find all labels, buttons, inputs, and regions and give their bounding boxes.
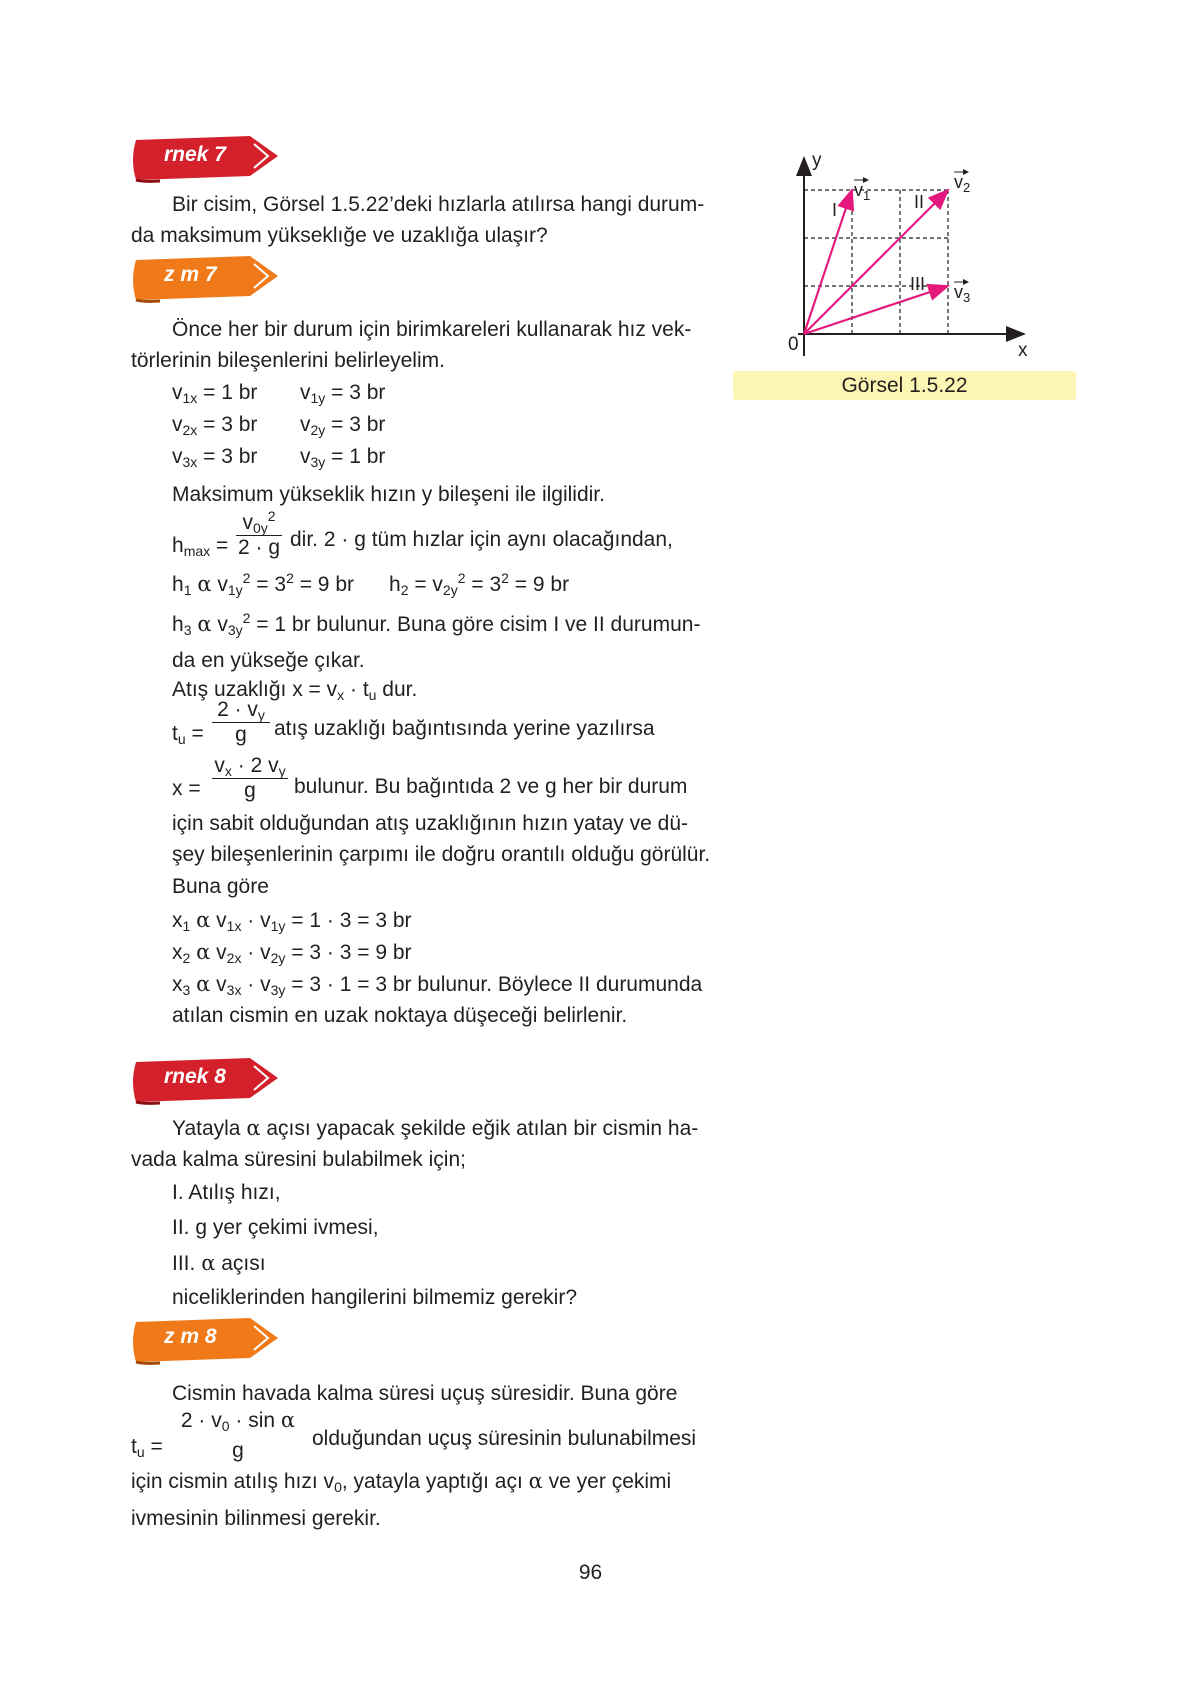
hmax-fraction: $v_{0y}^2$ 2 · g — [237, 508, 281, 559]
y-axis-label: y — [812, 150, 822, 171]
example-7-question-line2: da maksimum yükseklığe ve uzaklığa ulaşır? — [131, 224, 548, 247]
hmax-label: $h_{max}$ = — [172, 534, 229, 559]
vector-v2 — [804, 190, 948, 334]
component-row-2: $v_{2x} = 3$ br — [172, 413, 258, 438]
tu8-text: olduğundan uçuş süresinin bulunabilmesi — [312, 1427, 697, 1450]
para2-line2: şey bileşenlerinin çarpımı ile doğru orantılı olduğu görülür. — [172, 843, 711, 866]
x-axis-label: x — [1018, 340, 1028, 361]
x3-line: $x_3$ α $v_{3x} \cdot v_{3y} = 3 \cdot 1 = 3$ br bulunur. Böylece II durumunda — [172, 972, 703, 998]
solution-7-tag — [130, 254, 288, 302]
tu-label: $t_u$ = — [172, 722, 204, 747]
solution-8-intro: Cismin havada kalma süresi uçuş süresidir. Buna göre — [172, 1382, 678, 1405]
vector-layer — [804, 172, 970, 334]
example-8-question-line1: Yatayla α açısı yapacak şekilde eğik atılan bir cismin ha- — [172, 1116, 699, 1140]
origin-label: 0 — [788, 334, 799, 355]
vector-label-v3: $v_3$ — [954, 282, 971, 305]
region-II: II — [914, 192, 925, 212]
solution-8-label: z m 8 — [164, 1325, 217, 1348]
solution-8-line2: için cismin atılış hızı $v_0$, yatayla yaptığı açı α ve yer çekimi — [131, 1469, 672, 1495]
h3-line: $h_3$ α $v_{3y}^2 = 1$ br bulunur. Buna göre cisim I ve II durumun- — [172, 610, 701, 638]
solution-7-label: z m 7 — [164, 263, 217, 286]
component-row-3b: $v_{3y} = 1$ br — [300, 445, 386, 470]
component-row-1: $v_{1x} = 1$ br — [172, 381, 258, 406]
h1-h2-line: $h_1$ α $v_{1y}^2 = 3^2 = 9$ br $h_2 = v_{2y}^2 = 3^2 = 9$ br — [172, 570, 570, 598]
hmax-text: dir. 2 · g tüm hızlar için aynı olacağından, — [290, 528, 673, 551]
tu-text: atış uzaklığı bağıntısında yerine yazılırsa — [274, 717, 655, 740]
component-row-2b: $v_{2y} = 3$ br — [300, 413, 386, 438]
example-7-question-line1: Bir cisim, Görsel 1.5.22’deki hızlarla atılırsa hangi durum- — [172, 193, 705, 216]
component-row-1b: $v_{1y} = 3$ br — [300, 381, 386, 406]
x1-line: $x_1$ α $v_{1x} \cdot v_{1y} = 1 \cdot 3 = 3$ br — [172, 908, 412, 934]
region-III: III — [910, 274, 926, 294]
h3-continuation: da en yükseğe çıkar. — [172, 649, 365, 672]
vector-v3 — [804, 286, 948, 334]
tu-fraction: $2 \cdot v_y$ g — [212, 698, 270, 747]
solution-7-intro-line1: Önce her bir durum için birimkareleri kullanarak hız vek- — [172, 318, 692, 341]
vector-label-v2: $v_2$ — [954, 172, 971, 195]
solution-7-intro-line2: törlerinin bileşenlerini belirleyelim. — [131, 349, 445, 372]
region-I: I — [832, 200, 838, 220]
figure-caption: Görsel 1.5.22 — [733, 371, 1076, 400]
example-7-label: rnek 7 — [164, 143, 226, 166]
option-2: II. g yer çekimi ivmesi, — [172, 1216, 379, 1239]
x-fraction: $v_x \cdot 2$ $v_y$ g — [212, 754, 288, 803]
vector-label-v1: $v_1$ — [854, 180, 871, 203]
example-8-tag — [130, 1056, 288, 1104]
page-number: 96 — [578, 1561, 603, 1584]
tu8-fraction: $2 \cdot v_0 \cdot \sin \alpha$ g — [180, 1408, 296, 1462]
x-label: x = — [172, 777, 201, 800]
velocity-vector-figure — [790, 150, 1050, 370]
example-8-label: rnek 8 — [164, 1065, 226, 1088]
example-8-question-line2: vada kalma süresini bulabilmek için; — [131, 1148, 466, 1171]
para2-line3: Buna göre — [172, 875, 269, 898]
para2-line1: için sabit olduğundan atış uzaklığının hızın yatay ve dü- — [172, 812, 688, 835]
max-height-note: Maksimum yükseklik hızın y bileşeni ile ilgilidir. — [172, 483, 605, 506]
tu8-label: $t_u$ = — [131, 1435, 163, 1460]
example-7-tag — [130, 134, 288, 182]
x2-line: $x_2$ α $v_{2x} \cdot v_{2y} = 3 \cdot 3 = 9$ br — [172, 940, 412, 966]
conclusion-7: atılan cismin en uzak noktaya düşeceği belirlenir. — [172, 1004, 628, 1027]
component-row-3: $v_{3x} = 3$ br — [172, 445, 258, 470]
solution-8-tag — [130, 1316, 288, 1364]
vector-v1 — [804, 190, 852, 334]
example-8-prompt: niceliklerinden hangilerini bilmemiz gerekir? — [172, 1286, 578, 1309]
option-3: III. α açısı — [172, 1251, 266, 1275]
x-text: bulunur. Bu bağıntıda 2 ve g her bir durum — [294, 775, 688, 798]
range-line: Atış uzaklığı $x = v_x \cdot t_u$ dur. — [172, 678, 418, 703]
solution-8-line3: ivmesinin bilinmesi gerekir. — [131, 1507, 381, 1530]
option-1: I. Atılış hızı, — [172, 1181, 281, 1204]
